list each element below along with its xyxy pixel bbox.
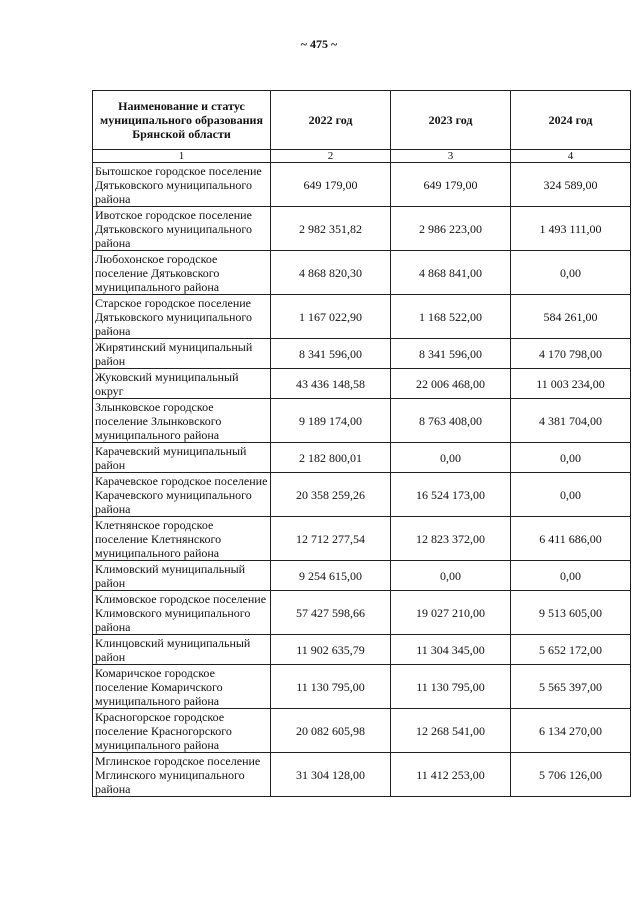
value-2023: 0,00	[391, 443, 511, 473]
table-row	[93, 251, 631, 295]
value-2022: 2 982 351,82	[271, 207, 391, 251]
value-2023: 1 168 522,00	[391, 295, 511, 339]
value-2023: 19 027 210,00	[391, 591, 511, 635]
value-2023: 12 268 541,00	[391, 709, 511, 753]
value-2022: 4 868 820,30	[271, 251, 391, 295]
value-2023: 4 868 841,00	[391, 251, 511, 295]
value-2024: 0,00	[511, 251, 631, 295]
header-year-2024: 2024 год	[511, 91, 631, 150]
value-2024: 5 706 126,00	[511, 753, 631, 797]
value-2024: 11 003 234,00	[511, 369, 631, 399]
page-number: ~ 475 ~	[300, 37, 338, 51]
value-2023: 0,00	[391, 561, 511, 591]
table-row	[93, 517, 631, 561]
value-2022: 11 902 635,79	[271, 635, 391, 665]
value-2022: 1 167 022,90	[271, 295, 391, 339]
value-2023: 8 763 408,00	[391, 399, 511, 443]
municipality-name: Жирятинский муниципальный район	[93, 339, 271, 369]
municipality-name: Климовское городское поселение Климовского муниципального района	[93, 591, 271, 635]
column-number: 2	[271, 150, 391, 163]
value-2023: 8 341 596,00	[391, 339, 511, 369]
value-2022: 9 254 615,00	[271, 561, 391, 591]
table-row	[93, 339, 631, 369]
municipality-name: Карачевское городское поселение Карачевского муниципального района	[93, 473, 271, 517]
table-row	[93, 443, 631, 473]
value-2024: 0,00	[511, 473, 631, 517]
value-2023: 22 006 468,00	[391, 369, 511, 399]
header-year-2023: 2023 год	[391, 91, 511, 150]
value-2023: 11 412 253,00	[391, 753, 511, 797]
municipality-name: Комаричское городское поселение Комаричского муниципального района	[93, 665, 271, 709]
value-2023: 11 304 345,00	[391, 635, 511, 665]
municipality-name: Бытошское городское поселение Дятьковского муниципального района	[93, 163, 271, 207]
column-number: 1	[93, 150, 271, 163]
value-2024: 5 652 172,00	[511, 635, 631, 665]
municipality-name: Климовский муниципальный район	[93, 561, 271, 591]
table-header-row	[93, 91, 631, 150]
column-number-row	[93, 150, 631, 163]
value-2023: 12 823 372,00	[391, 517, 511, 561]
table-row	[93, 207, 631, 251]
value-2024: 0,00	[511, 443, 631, 473]
value-2024: 9 513 605,00	[511, 591, 631, 635]
value-2022: 20 082 605,98	[271, 709, 391, 753]
value-2024: 324 589,00	[511, 163, 631, 207]
municipality-name: Мглинское городское поселение Мглинского муниципального района	[93, 753, 271, 797]
value-2022: 2 182 800,01	[271, 443, 391, 473]
value-2024: 0,00	[511, 561, 631, 591]
table-row	[93, 473, 631, 517]
value-2024: 4 381 704,00	[511, 399, 631, 443]
value-2022: 20 358 259,26	[271, 473, 391, 517]
municipality-name: Карачевский муниципальный район	[93, 443, 271, 473]
table-row	[93, 295, 631, 339]
municipality-name: Злынковское городское поселение Злынковского муниципального района	[93, 399, 271, 443]
table-row	[93, 163, 631, 207]
value-2024: 584 261,00	[511, 295, 631, 339]
budget-table	[92, 90, 631, 797]
value-2023: 2 986 223,00	[391, 207, 511, 251]
value-2022: 9 189 174,00	[271, 399, 391, 443]
value-2022: 649 179,00	[271, 163, 391, 207]
municipality-name: Клинцовский муниципальный район	[93, 635, 271, 665]
table-row	[93, 753, 631, 797]
value-2022: 57 427 598,66	[271, 591, 391, 635]
value-2024: 1 493 111,00	[511, 207, 631, 251]
value-2022: 31 304 128,00	[271, 753, 391, 797]
header-municipality-name: Наименование и статус муниципального образования Брянской области	[93, 91, 271, 150]
value-2022: 43 436 148,58	[271, 369, 391, 399]
table-row	[93, 709, 631, 753]
municipality-name: Клетнянское городское поселение Клетнянского муниципального района	[93, 517, 271, 561]
header-year-2022: 2022 год	[271, 91, 391, 150]
column-number: 3	[391, 150, 511, 163]
municipality-name: Ивотское городское поселение Дятьковского муниципального района	[93, 207, 271, 251]
value-2022: 12 712 277,54	[271, 517, 391, 561]
value-2024: 6 411 686,00	[511, 517, 631, 561]
value-2023: 16 524 173,00	[391, 473, 511, 517]
value-2022: 11 130 795,00	[271, 665, 391, 709]
municipality-name: Жуковский муниципальный округ	[93, 369, 271, 399]
value-2024: 4 170 798,00	[511, 339, 631, 369]
value-2022: 8 341 596,00	[271, 339, 391, 369]
value-2023: 649 179,00	[391, 163, 511, 207]
table-row	[93, 665, 631, 709]
table-row	[93, 635, 631, 665]
municipality-name: Красногорское городское поселение Красногорского муниципального района	[93, 709, 271, 753]
value-2023: 11 130 795,00	[391, 665, 511, 709]
table-row	[93, 591, 631, 635]
municipality-name: Старское городское поселение Дятьковского муниципального района	[93, 295, 271, 339]
table-row	[93, 369, 631, 399]
municipality-name: Любохонское городское поселение Дятьковского муниципального района	[93, 251, 271, 295]
value-2024: 6 134 270,00	[511, 709, 631, 753]
column-number: 4	[511, 150, 631, 163]
table-row	[93, 399, 631, 443]
value-2024: 5 565 397,00	[511, 665, 631, 709]
table-row	[93, 561, 631, 591]
